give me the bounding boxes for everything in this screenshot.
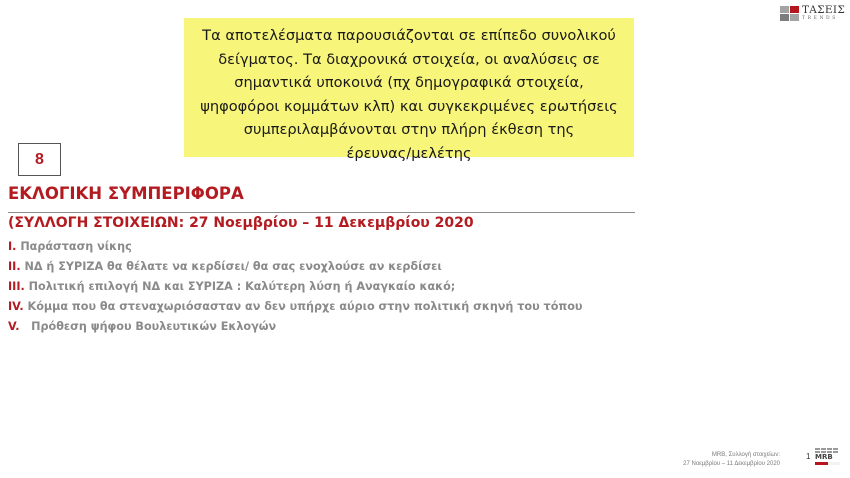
notice-line: ψηφοφόροι κομμάτων κλπ) και συγκεκριμένες ερωτήσεις [200,97,618,115]
data-collection-subtitle: (ΣΥΛΛΟΓΗ ΣΤΟΙΧΕΙΩΝ: 27 Νοεμβρίου – 11 Δεκεμβρίου 2020 [8,215,474,231]
item-number: II. [8,260,21,273]
item-number: V. [8,320,20,333]
item-text: Πρόθεση ψήφου Βουλευτικών Εκλογών [19,320,277,333]
item-number: III. [8,280,25,293]
item-text: Κόμμα που θα στεναχωριόσασταν αν δεν υπήρχε αύριο στην πολιτική σκηνή του τόπου [23,300,583,313]
mrb-logo [815,448,840,470]
logo-grid-icon [780,6,800,21]
footer-source [683,451,780,468]
footer-line: 27 Νοεμβρίου – 11 Δεκεμβρίου 2020 [683,460,780,467]
item-number: I. [8,240,17,253]
taseis-trends-logo [780,5,845,21]
notice-line: σημαντικά υποκοινά (πχ δημογραφικά στοιχεία, [234,74,584,91]
list-item [8,279,582,299]
logo-name: ΤΑΣΕΙΣ [802,4,846,16]
list-item [8,299,582,319]
item-number: IV. [8,300,24,313]
page-title: ΕΚΛΟΓΙΚΗ ΣΥΜΠΕΡΙΦΟΡΑ [8,184,244,203]
logo-tagline: TRENDS [802,15,838,21]
notice-line: δείγματος. Τα διαχρονικά στοιχεία, οι αναλύσεις σε [218,50,600,68]
title-divider [8,212,635,213]
item-text: ΝΔ ή ΣΥΡΙΖΑ θα θέλατε να κερδίσει/ θα σας ενοχλούσε αν κερδίσει [20,260,442,273]
list-item [8,239,582,259]
notice-line: έρευνας/μελέτης [346,144,472,162]
list-item [8,319,582,339]
logo-name: MRB [815,453,833,461]
item-text: Πολιτική επιλογή ΝΔ και ΣΥΡΙΖΑ : Καλύτερη λύση ή Αναγκαίο κακό; [24,280,456,293]
contents-list [8,239,582,339]
item-text: Παράσταση νίκης [16,240,132,253]
footer-line: MRB, Συλλογή στοιχείων: [711,452,780,458]
list-item [8,259,582,279]
notice-line: συμπεριλαμβάνονται στην πλήρη έκθεση της [243,121,575,138]
logo-bar [815,462,840,465]
page-number: 1 [806,452,811,461]
methodology-notice [184,18,634,162]
notice-line: Τα αποτελέσματα παρουσιάζονται σε επίπεδο συνολικού [202,27,616,44]
section-number-badge: 8 [18,143,61,176]
